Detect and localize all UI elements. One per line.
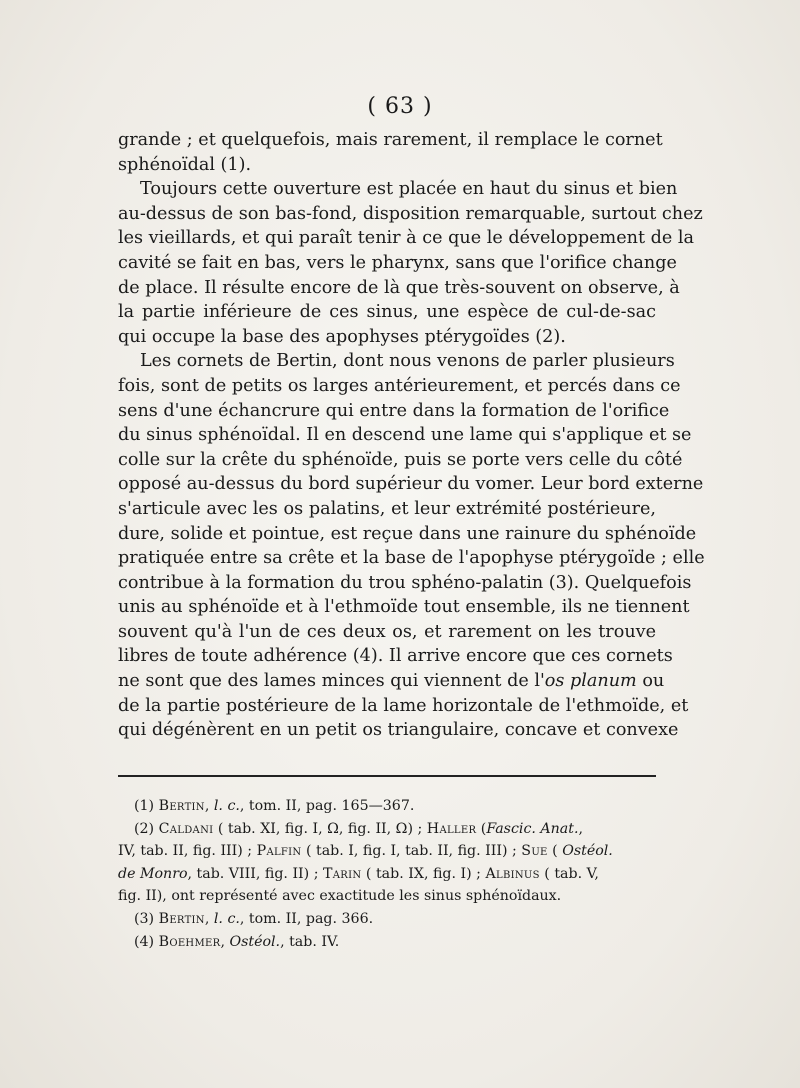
text-line: pratiquée entre sa crête et la base de l'apophyse ptérygoïde ; elle	[118, 548, 705, 569]
footnote-2-line3	[118, 863, 656, 886]
footnote-text: (	[547, 843, 563, 860]
author-name: Palfin	[256, 843, 302, 860]
footnote-divider	[118, 775, 656, 777]
footnote-text: ( tab. IX, fig. I) ;	[361, 865, 486, 882]
text-line: qui dégénèrent en un petit os triangulaire, concave et convexe	[118, 720, 679, 741]
text-line: de place. Il résulte encore de là que très-souvent on observe, à	[118, 277, 680, 298]
footnote-4: (4) Boehmer, Ostéol., tab. IV.	[134, 933, 340, 950]
footnote-text: (	[476, 820, 487, 837]
footnote-2	[118, 818, 656, 841]
text-line: du sinus sphénoïdal. Il en descend une lame qui s'applique et se	[118, 425, 692, 446]
text-line: souvent qu'à l'un de ces deux os, et rarement on les trouve	[118, 621, 656, 642]
footnote-text: IV, tab. II, fig. III) ;	[118, 843, 257, 860]
text-line: sphénoïdal (1).	[118, 154, 252, 175]
footnote-marker: (1)	[134, 798, 159, 814]
italic-ref: l. c.	[213, 910, 240, 927]
footnote-text: ( tab. I, fig. I, tab. II, fig. III) ;	[301, 843, 522, 860]
italic-title: Fascic. Anat.	[486, 820, 579, 837]
italic-ref: l. c.	[213, 798, 240, 814]
footnote-2-line4: fig. II), ont représenté avec exactitude les sinus sphénoïdaux.	[118, 888, 562, 905]
author-name: Haller	[426, 820, 477, 837]
text-line	[118, 669, 665, 694]
text-line: s'articule avec les os palatins, et leur extrémité postérieure,	[118, 498, 656, 519]
text-line: opposé au-dessus du bord supérieur du vomer. Leur bord externe	[118, 474, 704, 495]
author-name: Tarin	[323, 865, 362, 882]
author-name: Albinus	[485, 865, 540, 882]
footnotes	[118, 795, 656, 953]
italic-title: Ostéol.	[562, 843, 613, 860]
text-line: qui occupe la base des apophyses ptérygoïdes (2).	[118, 326, 566, 347]
footnote-text: , tab. VIII, fig. II) ;	[187, 865, 323, 882]
text-line: la partie inférieure de ces sinus, une espèce de cul-de-sac	[118, 302, 656, 323]
text-line: libres de toute adhérence (4). Il arrive encore que ces cornets	[118, 646, 673, 667]
author-name: Bertin	[158, 910, 205, 927]
text-line: Toujours cette ouverture est placée en haut du sinus et bien	[140, 179, 678, 200]
text-line: grande ; et quelquefois, mais rarement, il remplace le cornet	[118, 130, 663, 150]
italic-term: os planum	[544, 671, 637, 692]
text-line: sens d'une échancrure qui entre dans la formation de l'orifice	[118, 400, 670, 421]
author-name: Boehmer	[158, 933, 221, 950]
footnote-text: , tom. II, pag. 165—367.	[239, 798, 415, 814]
text-line: colle sur la crête du sphénoïde, puis se porte vers celle du côté	[118, 449, 683, 470]
footnote-marker: (3)	[134, 910, 159, 927]
footnote-text: ,	[578, 820, 583, 837]
text-line: de la partie postérieure de la lame horizontale de l'ethmoïde, et	[118, 695, 689, 716]
footnote-marker: (4)	[134, 933, 159, 950]
text-line: fois, sont de petits os larges antérieurement, et percés dans ce	[118, 375, 681, 396]
text-line: unis au sphénoïde et à l'ethmoïde tout ensemble, ils ne tiennent	[118, 597, 690, 618]
text-line: les vieillards, et qui paraît tenir à ce que le développement de la	[118, 228, 694, 249]
text-line: au-dessus de son bas-fond, disposition remarquable, surtout chez	[118, 203, 703, 224]
text-line: Les cornets de Bertin, dont nous venons de parler plusieurs	[140, 351, 675, 372]
author-name: Bertin	[158, 798, 205, 814]
text-segment: ou	[636, 671, 665, 692]
footnote-2-line2	[118, 840, 656, 863]
italic-title: de Monro	[118, 865, 188, 882]
footnote-text: ( tab. V,	[539, 865, 599, 882]
author-name: Caldani	[158, 820, 214, 837]
footnote-text: ( tab. XI, fig. I, Ω, fig. II, Ω) ;	[213, 820, 427, 837]
text-line: dure, solide et pointue, est reçue dans une rainure du sphénoïde	[118, 523, 697, 544]
page-number: ( 63 )	[367, 94, 433, 119]
footnote-marker: (2)	[134, 820, 159, 837]
footnote-text: , tom. II, pag. 366.	[239, 910, 374, 927]
main-text	[118, 128, 705, 743]
footnote-text: , tab. IV.	[280, 933, 340, 950]
footnote-1: (1) Bertin, l. c., tom. II, pag. 165—367.	[134, 798, 415, 814]
text-segment: ne sont que des lames minces qui viennent de l'	[118, 671, 545, 692]
footnote-3: (3) Bertin, l. c., tom. II, pag. 366.	[134, 910, 374, 927]
author-name: Sue	[521, 843, 548, 860]
italic-ref: Ostéol.	[229, 933, 281, 950]
text-line: contribue à la formation du trou sphéno-palatin (3). Quelquefois	[118, 572, 692, 593]
text-line: cavité se fait en bas, vers le pharynx, sans que l'orifice change	[118, 252, 677, 273]
